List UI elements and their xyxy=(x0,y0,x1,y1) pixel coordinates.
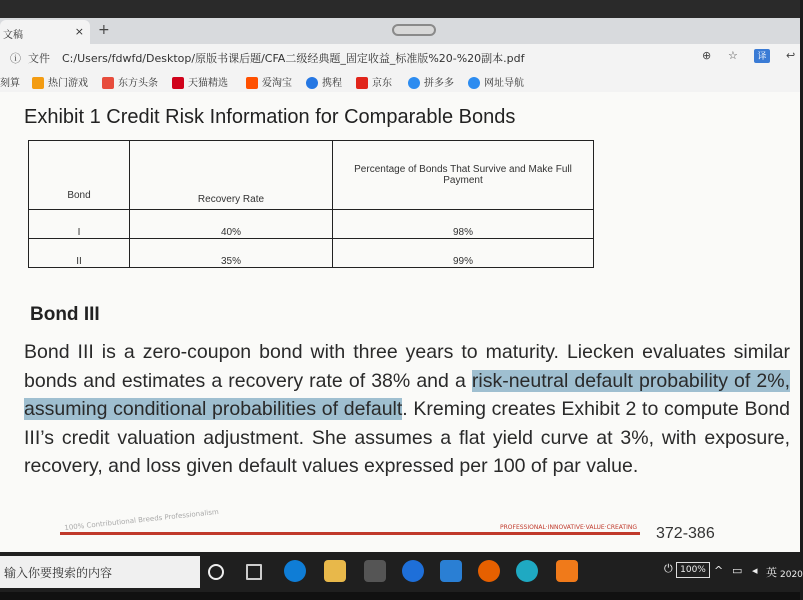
search-box[interactable] xyxy=(0,556,200,588)
search-placeholder: 输入你要搜索的内容 xyxy=(4,566,113,580)
network-icon[interactable]: ▭ xyxy=(732,564,743,577)
bookmark-item[interactable]: 网址导航 xyxy=(468,74,524,89)
header-recovery-rate: Recovery Rate xyxy=(130,141,333,210)
battery-indicator[interactable]: 100% xyxy=(676,562,710,578)
bookmark-item[interactable]: 拼多多 xyxy=(408,74,454,89)
firefox-icon[interactable] xyxy=(478,560,500,582)
mail-icon[interactable] xyxy=(440,560,462,582)
back-arrow-icon[interactable]: ↩ xyxy=(786,49,796,62)
ime-indicator[interactable]: 英 xyxy=(766,566,777,579)
bookmark-icon xyxy=(356,77,368,89)
zoom-icon[interactable]: ⊕ xyxy=(702,49,712,62)
url-text[interactable]: C:/Users/fdwfd/Desktop/原版书课后题/CFA二级经典题_固定收益_标准版%20-%20副本.pdf xyxy=(62,52,525,65)
table-cell: 35% xyxy=(130,239,333,268)
clock-year[interactable]: 2020 xyxy=(780,570,803,580)
cortana-icon[interactable] xyxy=(208,564,224,580)
bookmark-icon xyxy=(172,77,184,89)
paragraph-text: Bond III is a zero-coupon bond with three years to maturity. Liecken evaluates similar bonds and estimates a recovery rate of 38% and a xyxy=(24,341,790,392)
volume-icon[interactable]: ◂ xyxy=(752,564,758,577)
bookmarks-bar xyxy=(0,70,800,93)
app-orange-icon[interactable] xyxy=(556,560,578,582)
pdf-page xyxy=(0,92,800,552)
bookmark-item[interactable]: 天猫精选 xyxy=(172,74,228,89)
bookmark-item[interactable]: 爱淘宝 xyxy=(246,74,292,89)
paragraph-text-end: . Kreming creates Exhibit 2 to compute Bond III’s credit valuation adjustment. She assumes a flat yield curve at 3%, with exposure, recovery, and loss given default values expressed per 100 of par value. xyxy=(24,398,791,477)
browser-icon[interactable] xyxy=(516,560,538,582)
favorite-star-icon[interactable]: ☆ xyxy=(728,49,738,62)
bookmark-icon xyxy=(306,77,318,89)
bookmark-icon xyxy=(32,77,44,89)
bookmark-item[interactable]: 京东 xyxy=(356,74,392,89)
bookmark-icon xyxy=(102,77,114,89)
tab-title: 文稿 xyxy=(3,30,23,41)
taskbar xyxy=(0,552,803,592)
footer-rule xyxy=(60,532,640,535)
table-cell: 40% xyxy=(130,210,333,239)
bookmark-item[interactable]: 热门游戏 xyxy=(32,74,88,89)
bookmark-item[interactable]: 东方头条 xyxy=(102,74,158,89)
task-view-icon[interactable] xyxy=(246,564,262,580)
info-icon[interactable]: ⓘ xyxy=(10,52,21,65)
table-cell: 99% xyxy=(333,239,594,268)
address-bar[interactable] xyxy=(0,44,800,70)
header-survival-pct: Percentage of Bonds That Survive and Make Full Payment xyxy=(333,141,594,210)
file-explorer-icon[interactable] xyxy=(324,560,346,582)
webcam-notch xyxy=(392,24,436,36)
tab-close-icon[interactable]: × xyxy=(74,25,84,38)
body-paragraph xyxy=(24,338,790,481)
bookmark-item[interactable]: 刻算 xyxy=(0,78,20,89)
footer-tagline: PROFESSIONAL·INNOVATIVE·VALUE·CREATING xyxy=(500,524,637,531)
bookmark-icon xyxy=(468,77,480,89)
app-l-icon[interactable] xyxy=(402,560,424,582)
browser-tab[interactable] xyxy=(0,20,90,44)
table-header-row xyxy=(29,141,594,210)
bookmark-item[interactable]: 携程 xyxy=(306,74,342,89)
table-row xyxy=(29,239,594,268)
address-label: 文件 xyxy=(28,52,50,65)
bottom-bezel xyxy=(0,592,800,600)
table-row xyxy=(29,210,594,239)
edge-icon[interactable] xyxy=(284,560,306,582)
table-cell: I xyxy=(29,210,130,239)
bookmark-icon xyxy=(246,77,258,89)
bookmark-icon xyxy=(408,77,420,89)
translate-icon[interactable]: 译 xyxy=(754,49,770,63)
highlighted-text: risk-neutral default probability of 2%, assuming conditional probabilities of default xyxy=(24,369,790,420)
table-cell: II xyxy=(29,239,130,268)
table-cell: 98% xyxy=(333,210,594,239)
watermark-text: 100% Contributional Breeds Professionalism xyxy=(64,507,220,533)
exhibit-title: Exhibit 1 Credit Risk Information for Comparable Bonds xyxy=(24,106,516,128)
header-bond: Bond xyxy=(29,141,130,210)
plug-icon: ⏻ xyxy=(664,562,673,575)
exhibit-table xyxy=(28,140,594,268)
new-tab-icon[interactable]: + xyxy=(98,22,110,38)
screen xyxy=(0,18,800,552)
store-icon[interactable] xyxy=(364,560,386,582)
chevron-up-icon[interactable]: ^ xyxy=(714,564,724,577)
page-number: 372-386 xyxy=(656,525,715,542)
section-heading: Bond III xyxy=(30,304,100,325)
